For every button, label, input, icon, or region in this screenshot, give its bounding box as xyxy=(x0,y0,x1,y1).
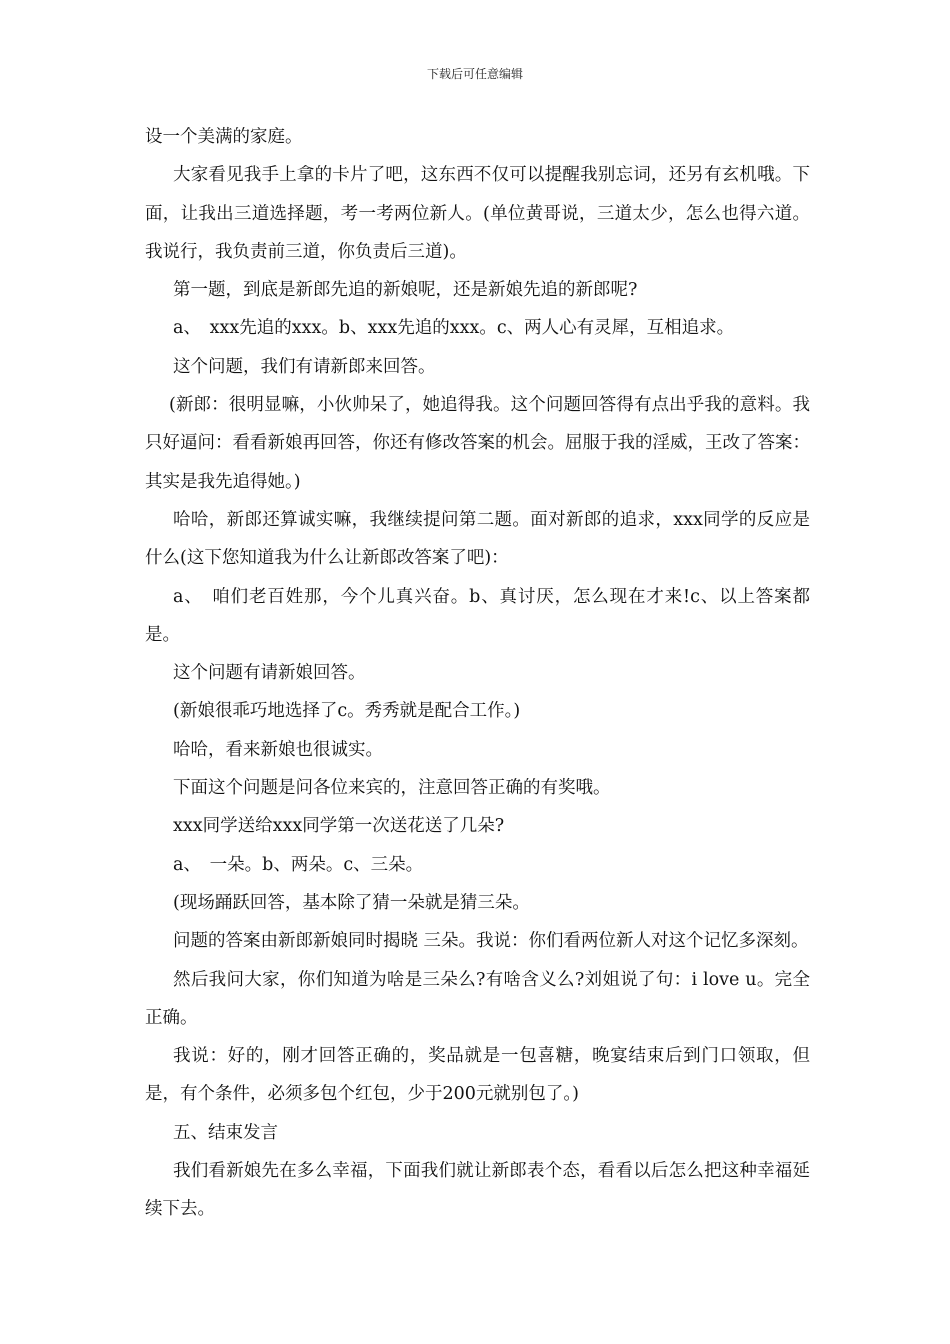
paragraph-20: 我们看新娘先在多么幸福，下面我们就让新郎表个态，看看以后怎么把这种幸福延续下去。 xyxy=(145,1161,810,1220)
paragraph-8: a、 咱们老百姓那，今个儿真兴奋。b、真讨厌，怎么现在才来!c、以上答案都是。 xyxy=(145,586,810,645)
paragraph-13: xxx同学送给xxx同学第一次送花送了几朵? xyxy=(173,816,505,837)
section-heading: 五、结束发言 xyxy=(173,1122,278,1143)
page-header: 下载后可任意编辑 xyxy=(426,67,523,81)
paragraph-7: 哈哈，新郎还算诚实嘛，我继续提问第二题。面对新郎的追求，xxx同学的反应是什么(这下您知道我为什么让新郎改答案了吧)： xyxy=(145,509,810,569)
paragraph-9: 这个问题有请新娘回答。 xyxy=(173,663,366,684)
paragraph-4: a、 xxx先追的xxx。b、xxx先追的xxx。c、两人心有灵犀，互相追求。 xyxy=(173,318,735,339)
paragraph-18: 我说：好的，刚才回答正确的，奖品就是一包喜糖，晚宴结束后到门口领取，但是，有个条件，必须多包个红包，少于200元就别包了。) xyxy=(145,1046,810,1105)
paragraph-2: 大家看见我手上拿的卡片了吧，这东西不仅可以提醒我别忘词，还另有玄机哦。下面，让我出三道选择题，考一考两位新人。(单位黄哥说，三道太少，怎么也得六道。我说行，我负责前三道，你负责后三道)。 xyxy=(145,165,810,262)
paragraph-15: (现场踊跃回答，基本除了猜一朵就是猜三朵。 xyxy=(173,892,530,913)
paragraph-16: 问题的答案由新郎新娘同时揭晓 三朵。我说：你们看两位新人对这个记忆多深刻。 xyxy=(173,931,809,952)
document-body xyxy=(145,118,810,1229)
paragraph-3: 第一题，到底是新郎先追的新娘呢，还是新娘先追的新郎呢? xyxy=(173,280,638,301)
paragraph-10: (新娘很乖巧地选择了c。秀秀就是配合工作。) xyxy=(173,701,521,722)
paragraph-6: (新郎：很明显嘛，小伙帅呆了，她追得我。这个问题回答得有点出乎我的意料。我只好逼问：看看新娘再回答，你还有修改答案的机会。屈服于我的淫威，王改了答案：其实是我先追得她。) xyxy=(145,395,810,492)
paragraph-5: 这个问题，我们有请新郎来回答。 xyxy=(173,356,436,377)
paragraph-1: 设一个美满的家庭。 xyxy=(145,127,303,147)
paragraph-14: a、 一朵。b、两朵。c、三朵。 xyxy=(173,854,424,875)
paragraph-17: 然后我问大家，你们知道为啥是三朵么?有啥含义么?刘姐说了句：i love u。完全正确。 xyxy=(145,969,810,1028)
paragraph-12: 下面这个问题是问各位来宾的，注意回答正确的有奖哦。 xyxy=(173,778,611,799)
paragraph-11: 哈哈，看来新娘也很诚实。 xyxy=(173,739,383,760)
